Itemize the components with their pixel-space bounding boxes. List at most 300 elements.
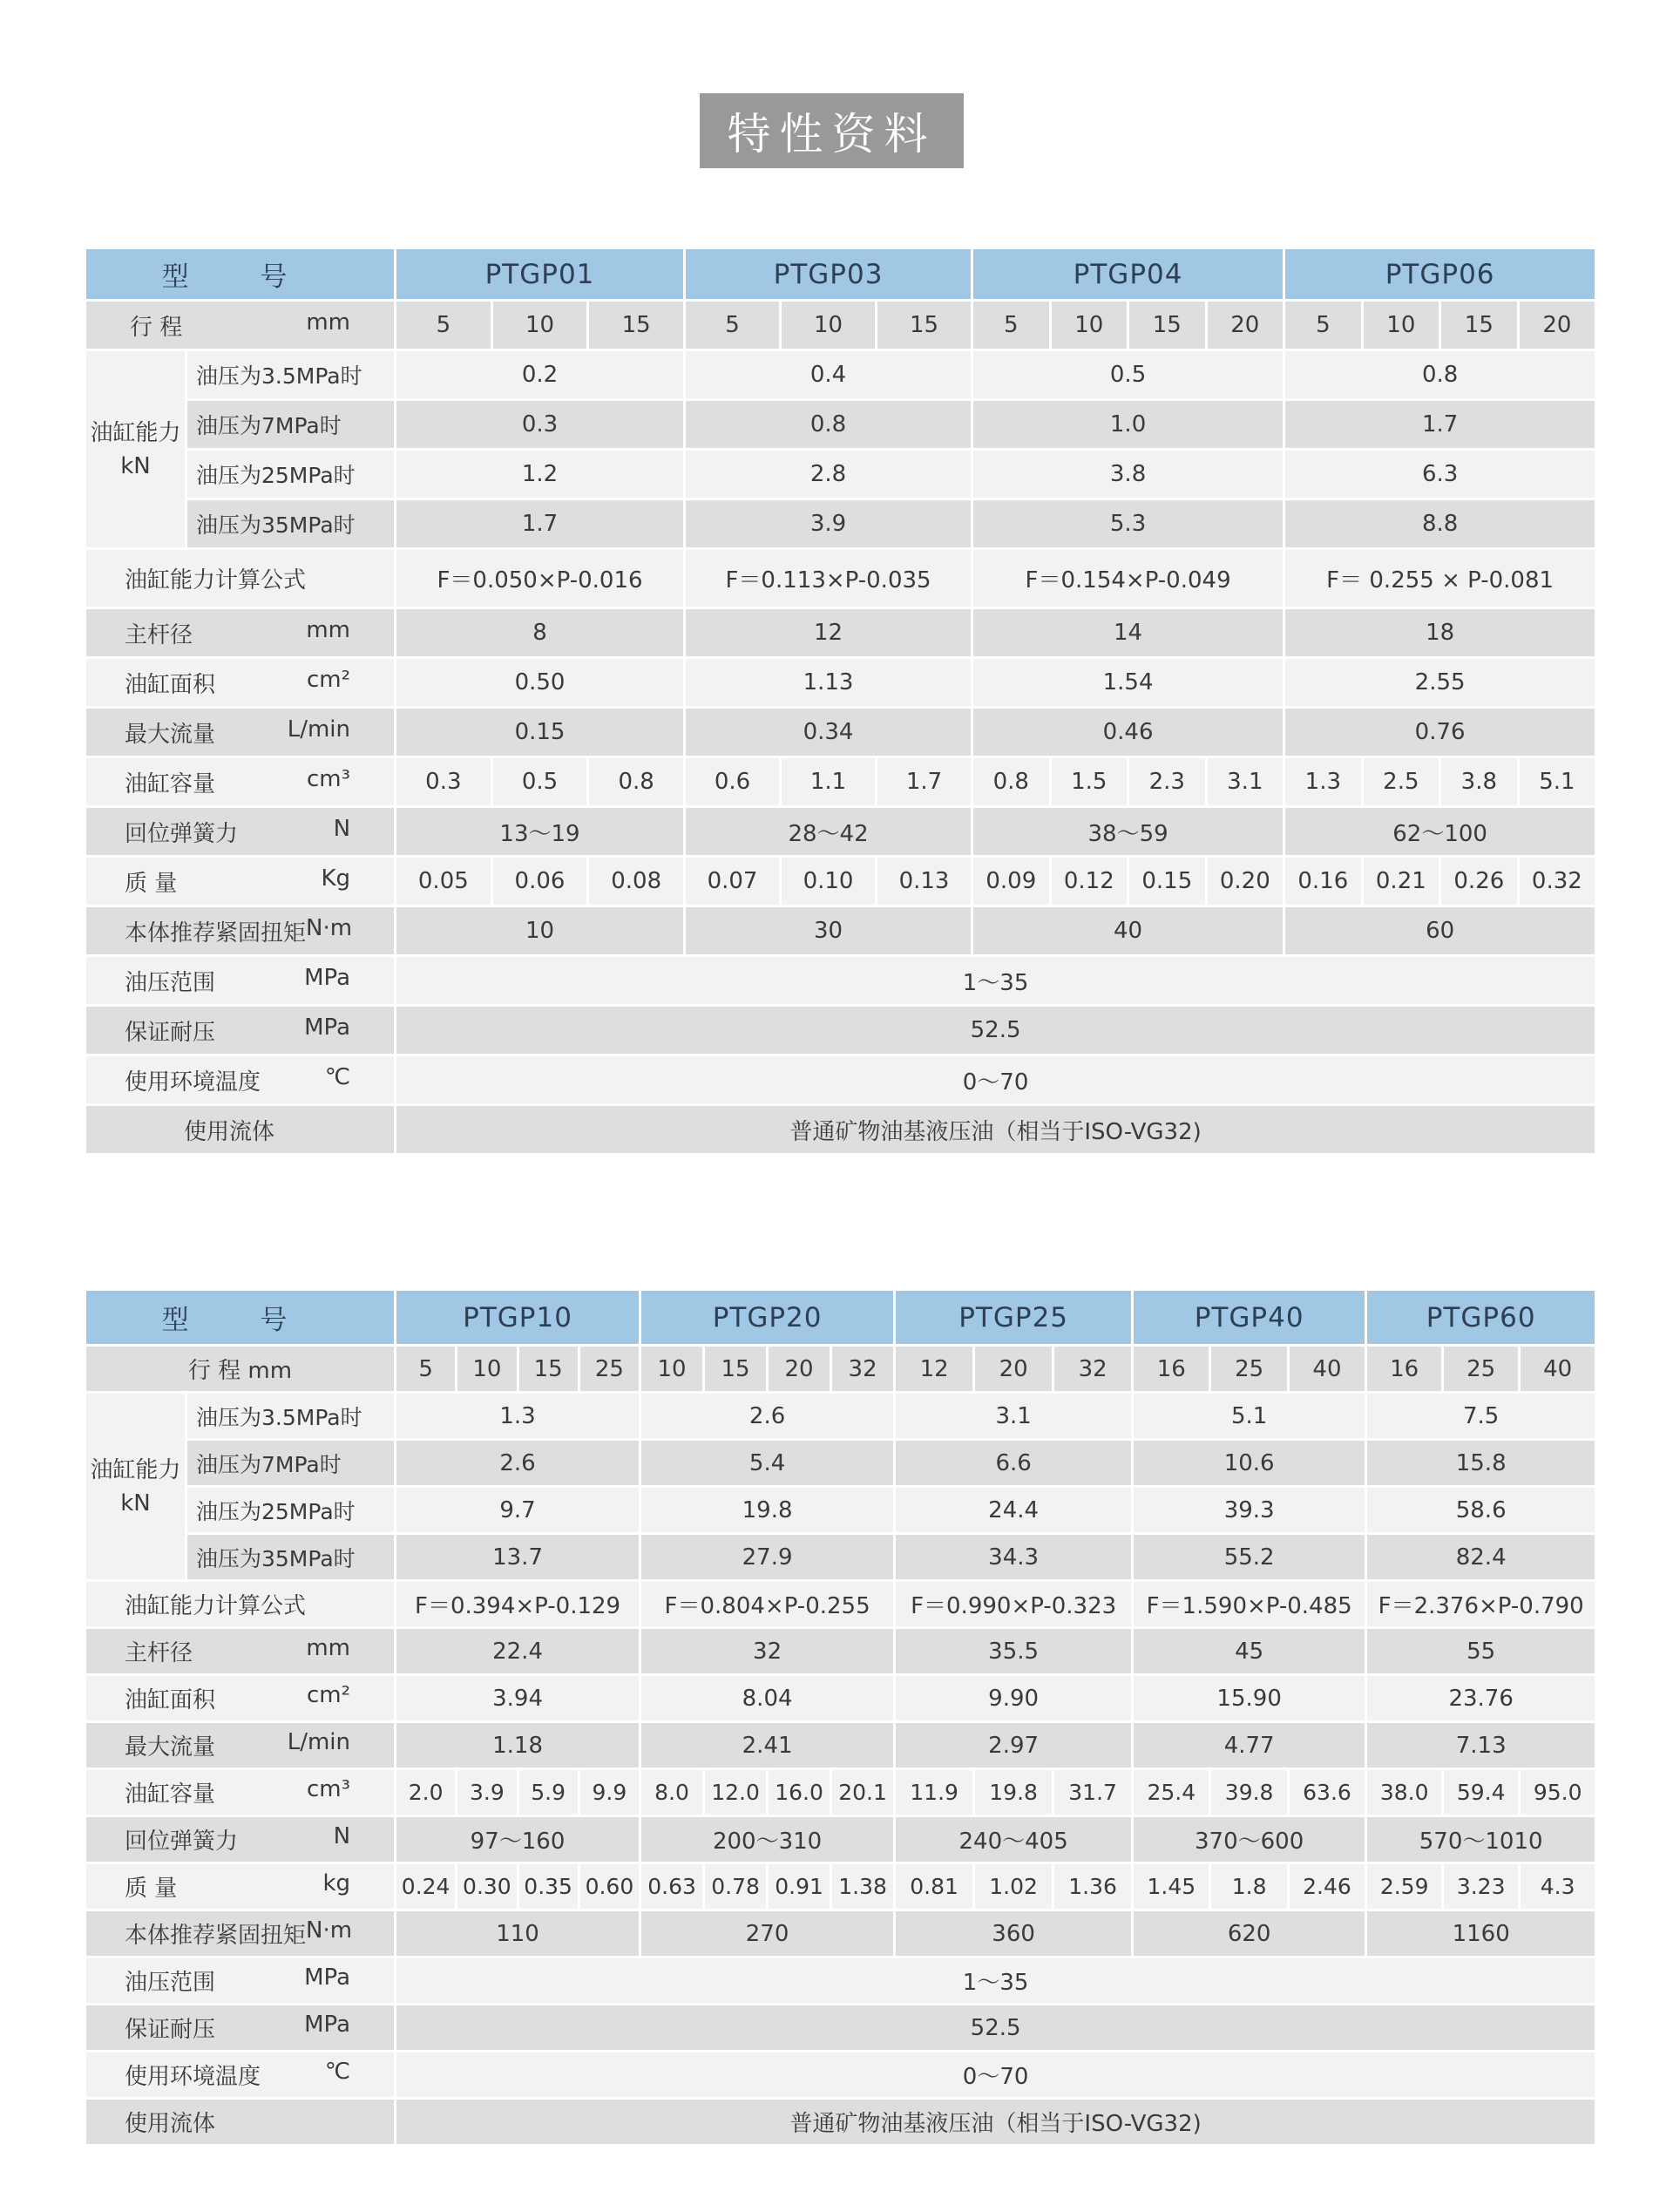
- capacity-value: 10.6: [1133, 1440, 1366, 1487]
- stroke-value: 15: [588, 301, 685, 350]
- row-label-text: 油缸面积: [125, 671, 216, 698]
- capacity-value: 8.8: [1284, 499, 1596, 549]
- stroke-value: 25: [1210, 1346, 1288, 1393]
- stroke-value: 10: [1362, 301, 1440, 350]
- capacity-value: 5.3: [972, 499, 1284, 549]
- capacity-pressure-label: 油压为35MPa时: [186, 1534, 396, 1581]
- table-row: [85, 499, 1596, 549]
- volume-value: 0.8: [972, 757, 1051, 807]
- table-row: [85, 549, 1596, 608]
- row-label-text: 主杆径: [125, 621, 193, 648]
- row-label-text: 使用环境温度: [125, 1069, 261, 1096]
- mass-value: 1.38: [831, 1863, 895, 1910]
- volume-value: 2.0: [396, 1769, 457, 1816]
- stroke-value: 10: [1050, 301, 1128, 350]
- volume-value: 19.8: [974, 1769, 1053, 1816]
- rod-value: 22.4: [396, 1628, 640, 1675]
- row-label-unit: mm: [306, 616, 351, 643]
- stroke-value: 16: [1133, 1346, 1210, 1393]
- mass-value: 0.07: [685, 857, 781, 906]
- table-row: [85, 956, 1596, 1006]
- row-label: [85, 1769, 396, 1816]
- rod-value: 8: [396, 608, 685, 658]
- capacity-value: 1.2: [396, 450, 685, 499]
- flow-value: 4.77: [1133, 1722, 1366, 1769]
- rod-value: 32: [640, 1628, 895, 1675]
- capacity-value: 1.0: [972, 400, 1284, 450]
- volume-value: 31.7: [1053, 1769, 1133, 1816]
- row-label-unit: MPa: [304, 2012, 351, 2038]
- capacity-value: 0.8: [685, 400, 972, 450]
- capacity-value: 15.8: [1366, 1440, 1596, 1487]
- table-row: [85, 301, 1596, 350]
- row-label-unit: Kg: [321, 865, 351, 892]
- torque-value: 620: [1133, 1910, 1366, 1958]
- area-value: 8.04: [640, 1675, 895, 1722]
- mass-value: 0.10: [781, 857, 877, 906]
- torque-value: 110: [396, 1910, 640, 1958]
- capacity-value: 58.6: [1366, 1487, 1596, 1534]
- row-label-text: 保证耐压: [125, 1019, 216, 1046]
- model-header: PTGP01: [396, 248, 685, 301]
- mass-value: 0.08: [588, 857, 685, 906]
- table-row: [85, 450, 1596, 499]
- table-row: [85, 400, 1596, 450]
- row-label: [85, 807, 396, 857]
- model-header: PTGP60: [1366, 1290, 1596, 1346]
- table-row: [85, 1105, 1596, 1155]
- volume-value: 25.4: [1133, 1769, 1210, 1816]
- capacity-value: 3.9: [685, 499, 972, 549]
- volume-value: 3.1: [1206, 757, 1284, 807]
- formula-label: 油缸能力计算公式: [85, 549, 396, 608]
- capacity-group-label: [85, 1393, 186, 1581]
- capacity-group-text: 油缸能力: [90, 419, 181, 446]
- mass-value: 0.05: [396, 857, 492, 906]
- flow-value: 2.97: [895, 1722, 1133, 1769]
- capacity-value: 0.8: [1284, 350, 1596, 400]
- table-row: [85, 1055, 1596, 1105]
- row-label-text: 保证耐压: [125, 2017, 216, 2043]
- formula-value: F＝2.376×P-0.790: [1366, 1581, 1596, 1628]
- flow-value: 0.76: [1284, 708, 1596, 757]
- row-label-unit: L/min: [287, 716, 351, 743]
- row-label-unit: cm²: [306, 1682, 351, 1708]
- row-label-text: 行 程: [130, 314, 183, 341]
- volume-value: 8.0: [640, 1769, 704, 1816]
- stroke-value: 15: [877, 301, 972, 350]
- spring-value: 370～600: [1133, 1816, 1366, 1863]
- header-row: [85, 1290, 1596, 1346]
- stroke-value: 5: [396, 1346, 457, 1393]
- mass-value: 0.30: [457, 1863, 518, 1910]
- volume-value: 2.3: [1128, 757, 1207, 807]
- stroke-value: 15: [518, 1346, 579, 1393]
- capacity-value: 39.3: [1133, 1487, 1366, 1534]
- stroke-value: 20: [1518, 301, 1596, 350]
- table-row: [85, 906, 1596, 956]
- capacity-value: 3.1: [895, 1393, 1133, 1440]
- area-value: 1.13: [685, 658, 972, 708]
- volume-value: 2.5: [1362, 757, 1440, 807]
- spring-value: 200～310: [640, 1816, 895, 1863]
- capacity-value: 13.7: [396, 1534, 640, 1581]
- table-row: [85, 857, 1596, 906]
- mass-value: 3.23: [1443, 1863, 1520, 1910]
- pressure_range-value: 1～35: [396, 956, 1596, 1006]
- volume-value: 5.9: [518, 1769, 579, 1816]
- spring-value: 38～59: [972, 807, 1284, 857]
- flow-value: 7.13: [1366, 1722, 1596, 1769]
- capacity-value: 5.4: [640, 1440, 895, 1487]
- row-label-unit: mm: [306, 309, 351, 336]
- row-label-unit: MPa: [304, 1964, 351, 1991]
- rod-value: 14: [972, 608, 1284, 658]
- capacity-value: 34.3: [895, 1534, 1133, 1581]
- stroke-value: 10: [491, 301, 588, 350]
- capacity-value: 2.6: [640, 1393, 895, 1440]
- spring-value: 570～1010: [1366, 1816, 1596, 1863]
- mass-value: 0.60: [579, 1863, 640, 1910]
- capacity-pressure-label: 油压为35MPa时: [186, 499, 396, 549]
- stroke-value: 15: [1128, 301, 1207, 350]
- volume-value: 1.7: [877, 757, 972, 807]
- formula-value: F＝0.990×P-0.323: [895, 1581, 1133, 1628]
- formula-value: F＝0.804×P-0.255: [640, 1581, 895, 1628]
- rod-value: 18: [1284, 608, 1596, 658]
- spec-table-2: [84, 1288, 1597, 2147]
- row-label: [85, 1628, 396, 1675]
- stroke-value: 12: [895, 1346, 974, 1393]
- flow-value: 1.18: [396, 1722, 640, 1769]
- capacity-value: 2.6: [396, 1440, 640, 1487]
- volume-value: 59.4: [1443, 1769, 1520, 1816]
- model-header: PTGP40: [1133, 1290, 1366, 1346]
- row-label-unit: cm³: [306, 1776, 351, 1802]
- table-row: [85, 1628, 1596, 1675]
- stroke-value: 25: [579, 1346, 640, 1393]
- row-label-text: 质 量: [125, 870, 178, 897]
- volume-value: 63.6: [1288, 1769, 1365, 1816]
- table-row: [85, 2005, 1596, 2052]
- mass-value: 0.81: [895, 1863, 974, 1910]
- model-header: PTGP03: [685, 248, 972, 301]
- stroke-value: 10: [640, 1346, 704, 1393]
- row-label: [85, 1006, 396, 1055]
- table-row: [85, 350, 1596, 400]
- capacity-value: 2.8: [685, 450, 972, 499]
- mass-value: 0.91: [768, 1863, 831, 1910]
- capacity-value: 9.7: [396, 1487, 640, 1534]
- table-row: [85, 2099, 1596, 2146]
- stroke-value: 10: [457, 1346, 518, 1393]
- capacity-group-text: 油缸能力: [90, 1456, 181, 1483]
- header-row: [85, 248, 1596, 301]
- capacity-value: 1.7: [396, 499, 685, 549]
- area-value: 2.55: [1284, 658, 1596, 708]
- row-label-unit: kg: [322, 1870, 351, 1896]
- fluid-label: 使用流体: [85, 2099, 396, 2146]
- table-row: [85, 1910, 1596, 1958]
- pressure_range-value: 1～35: [396, 1958, 1596, 2005]
- mass-value: 1.45: [1133, 1863, 1210, 1910]
- capacity-value: 0.2: [396, 350, 685, 400]
- stroke-value: 15: [1440, 301, 1519, 350]
- torque-value: 270: [640, 1910, 895, 1958]
- row-label: [85, 1722, 396, 1769]
- table-row: [85, 2052, 1596, 2099]
- temperature-value: 0～70: [396, 1055, 1596, 1105]
- row-label-unit: N: [333, 815, 351, 842]
- stroke-value: 40: [1288, 1346, 1365, 1393]
- formula-value: F＝0.154×P-0.049: [972, 549, 1284, 608]
- mass-value: 4.3: [1520, 1863, 1596, 1910]
- stroke-value: 20: [1206, 301, 1284, 350]
- proof_pressure-value: 52.5: [396, 1006, 1596, 1055]
- volume-value: 20.1: [831, 1769, 895, 1816]
- mass-value: 0.06: [491, 857, 588, 906]
- row-label: [85, 2005, 396, 2052]
- table-row: [85, 1487, 1596, 1534]
- spring-value: 13～19: [396, 807, 685, 857]
- formula-value: F＝0.050×P-0.016: [396, 549, 685, 608]
- stroke-value: 10: [781, 301, 877, 350]
- row-label-text: 回位弹簧力: [125, 820, 239, 847]
- row-label-text: 油缸面积: [125, 1687, 216, 1713]
- row-label: [85, 1910, 396, 1958]
- area-value: 0.50: [396, 658, 685, 708]
- area-value: 15.90: [1133, 1675, 1366, 1722]
- flow-value: 0.34: [685, 708, 972, 757]
- torque-value: 60: [1284, 906, 1596, 956]
- mass-value: 0.78: [704, 1863, 768, 1910]
- model-header: PTGP25: [895, 1290, 1133, 1346]
- formula-value: F＝0.394×P-0.129: [396, 1581, 640, 1628]
- mass-value: 0.15: [1128, 857, 1207, 906]
- table-row: [85, 1581, 1596, 1628]
- table-row: [85, 1958, 1596, 2005]
- row-label-text: 本体推荐紧固扭矩: [125, 919, 307, 947]
- flow-value: 0.15: [396, 708, 685, 757]
- volume-value: 1.1: [781, 757, 877, 807]
- row-label: [85, 1055, 396, 1105]
- rod-value: 35.5: [895, 1628, 1133, 1675]
- row-label-unit: cm²: [306, 666, 351, 693]
- capacity-group-unit: kN: [120, 1489, 151, 1517]
- volume-value: 39.8: [1210, 1769, 1288, 1816]
- spring-value: 240～405: [895, 1816, 1133, 1863]
- stroke-value: 25: [1443, 1346, 1520, 1393]
- capacity-value: 24.4: [895, 1487, 1133, 1534]
- table-row: [85, 658, 1596, 708]
- stroke-value: 5: [972, 301, 1051, 350]
- table-row: [85, 1534, 1596, 1581]
- capacity-value: 1.3: [396, 1393, 640, 1440]
- mass-value: 0.16: [1284, 857, 1363, 906]
- table-row: [85, 1769, 1596, 1816]
- capacity-pressure-label: 油压为7MPa时: [186, 400, 396, 450]
- spring-value: 28～42: [685, 807, 972, 857]
- row-label-unit: MPa: [304, 964, 351, 991]
- row-label-text: 最大流量: [125, 721, 216, 748]
- stroke-value: 16: [1366, 1346, 1443, 1393]
- row-label: [85, 906, 396, 956]
- row-label: [85, 757, 396, 807]
- rod-value: 12: [685, 608, 972, 658]
- formula-value: F＝ 0.255 × P-0.081: [1284, 549, 1596, 608]
- area-value: 23.76: [1366, 1675, 1596, 1722]
- row-label-text: 油缸容量: [125, 1781, 216, 1808]
- row-label-unit: ℃: [324, 2059, 351, 2085]
- formula-value: F＝1.590×P-0.485: [1133, 1581, 1366, 1628]
- row-label: [85, 956, 396, 1006]
- mass-value: 0.21: [1362, 857, 1440, 906]
- proof_pressure-value: 52.5: [396, 2005, 1596, 2052]
- torque-value: 360: [895, 1910, 1133, 1958]
- header-model-label: 型 号: [85, 1290, 396, 1346]
- volume-value: 0.8: [588, 757, 685, 807]
- row-label: [85, 708, 396, 757]
- stroke-value: 5: [1284, 301, 1363, 350]
- mass-value: 0.32: [1518, 857, 1596, 906]
- volume-value: 95.0: [1520, 1769, 1596, 1816]
- row-label-unit: cm³: [306, 765, 351, 792]
- mass-value: 1.02: [974, 1863, 1053, 1910]
- row-label-unit: N: [333, 1823, 351, 1849]
- capacity-pressure-label: 油压为25MPa时: [186, 1487, 396, 1534]
- capacity-value: 6.6: [895, 1440, 1133, 1487]
- capacity-value: 3.8: [972, 450, 1284, 499]
- volume-value: 11.9: [895, 1769, 974, 1816]
- stroke-label: 行 程 mm: [85, 1346, 396, 1393]
- capacity-pressure-label: 油压为3.5MPa时: [186, 350, 396, 400]
- volume-value: 12.0: [704, 1769, 768, 1816]
- capacity-value: 7.5: [1366, 1393, 1596, 1440]
- temperature-value: 0～70: [396, 2052, 1596, 2099]
- row-label: [85, 1958, 396, 2005]
- mass-value: 1.8: [1210, 1863, 1288, 1910]
- capacity-value: 82.4: [1366, 1534, 1596, 1581]
- fluid-label: 使用流体: [85, 1105, 396, 1155]
- stroke-value: 32: [1053, 1346, 1133, 1393]
- stroke-value: 20: [974, 1346, 1053, 1393]
- capacity-value: 6.3: [1284, 450, 1596, 499]
- table-row: [85, 708, 1596, 757]
- stroke-value: 32: [831, 1346, 895, 1393]
- row-label-unit: mm: [306, 1635, 351, 1661]
- table-row: [85, 1393, 1596, 1440]
- spec-table-1: [84, 247, 1597, 1156]
- flow-value: 0.46: [972, 708, 1284, 757]
- row-label: [85, 1863, 396, 1910]
- row-label-unit: L/min: [287, 1729, 351, 1755]
- capacity-value: 5.1: [1133, 1393, 1366, 1440]
- stroke-value: 5: [685, 301, 781, 350]
- volume-value: 5.1: [1518, 757, 1596, 807]
- model-header: PTGP04: [972, 248, 1284, 301]
- model-header: PTGP10: [396, 1290, 640, 1346]
- fluid-value: 普通矿物油基液压油（相当于ISO-VG32): [396, 2099, 1596, 2146]
- mass-value: 0.12: [1050, 857, 1128, 906]
- row-label: [85, 2052, 396, 2099]
- volume-value: 0.3: [396, 757, 492, 807]
- row-label-text: 最大流量: [125, 1734, 216, 1761]
- table-row: [85, 1675, 1596, 1722]
- capacity-pressure-label: 油压为25MPa时: [186, 450, 396, 499]
- torque-value: 30: [685, 906, 972, 956]
- model-header: PTGP06: [1284, 248, 1596, 301]
- flow-value: 2.41: [640, 1722, 895, 1769]
- formula-value: F＝0.113×P-0.035: [685, 549, 972, 608]
- mass-value: 0.20: [1206, 857, 1284, 906]
- volume-value: 3.8: [1440, 757, 1519, 807]
- rod-value: 55: [1366, 1628, 1596, 1675]
- table-row: [85, 1006, 1596, 1055]
- row-label-unit: ℃: [324, 1063, 351, 1090]
- row-label-text: 主杆径: [125, 1640, 193, 1666]
- mass-value: 0.24: [396, 1863, 457, 1910]
- volume-value: 3.9: [457, 1769, 518, 1816]
- row-label: [85, 658, 396, 708]
- mass-value: 0.26: [1440, 857, 1519, 906]
- mass-value: 0.63: [640, 1863, 704, 1910]
- header-model-label: 型 号: [85, 248, 396, 301]
- table-row: [85, 608, 1596, 658]
- spring-value: 62～100: [1284, 807, 1596, 857]
- row-label-text: 油压范围: [125, 1970, 216, 1996]
- row-label: [85, 1816, 396, 1863]
- volume-value: 1.5: [1050, 757, 1128, 807]
- table-row: [85, 807, 1596, 857]
- row-label-unit: MPa: [304, 1014, 351, 1041]
- stroke-value: 15: [704, 1346, 768, 1393]
- table-row: [85, 1440, 1596, 1487]
- row-label: [85, 608, 396, 658]
- row-label-text: 使用环境温度: [125, 2064, 261, 2090]
- capacity-value: 27.9: [640, 1534, 895, 1581]
- row-label-text: 油缸容量: [125, 770, 216, 797]
- mass-value: 0.35: [518, 1863, 579, 1910]
- capacity-pressure-label: 油压为3.5MPa时: [186, 1393, 396, 1440]
- volume-value: 38.0: [1366, 1769, 1443, 1816]
- row-label: [85, 1675, 396, 1722]
- volume-value: 1.3: [1284, 757, 1363, 807]
- area-value: 9.90: [895, 1675, 1133, 1722]
- mass-value: 1.36: [1053, 1863, 1133, 1910]
- volume-value: 9.9: [579, 1769, 640, 1816]
- volume-value: 0.6: [685, 757, 781, 807]
- torque-value: 1160: [1366, 1910, 1596, 1958]
- table-row: [85, 1346, 1596, 1393]
- mass-value: 0.13: [877, 857, 972, 906]
- table-row: [85, 1863, 1596, 1910]
- row-label: [85, 301, 396, 350]
- formula-label: 油缸能力计算公式: [85, 1581, 396, 1628]
- row-label-text: 本体推荐紧固扭矩: [125, 1923, 307, 1949]
- capacity-group-label: [85, 350, 186, 549]
- stroke-value: 20: [768, 1346, 831, 1393]
- rod-value: 45: [1133, 1628, 1366, 1675]
- stroke-value: 40: [1520, 1346, 1596, 1393]
- torque-value: 10: [396, 906, 685, 956]
- area-value: 1.54: [972, 658, 1284, 708]
- volume-value: 0.5: [491, 757, 588, 807]
- row-label: [85, 857, 396, 906]
- table-row: [85, 757, 1596, 807]
- capacity-value: 1.7: [1284, 400, 1596, 450]
- torque-value: 40: [972, 906, 1284, 956]
- mass-value: 0.09: [972, 857, 1051, 906]
